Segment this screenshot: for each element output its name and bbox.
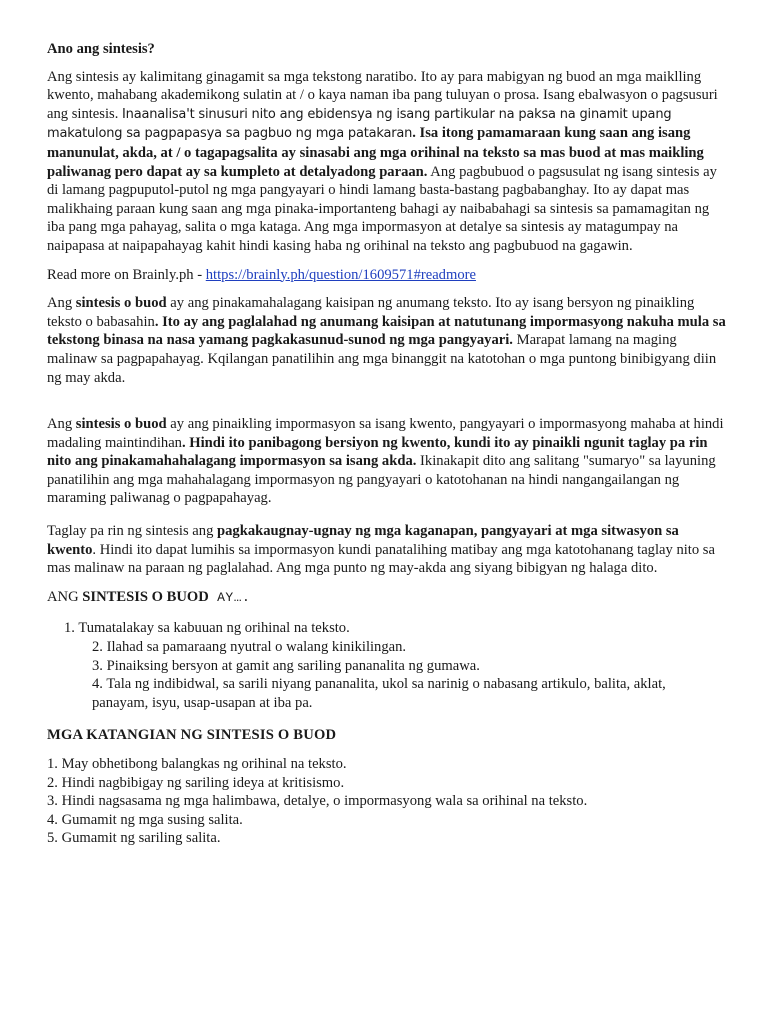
def-bold-d: . Ito ay ang paglalahad ng anumang kaisipan at natutunang impormasyong nakuha mula sa tekstong binasa na nasa yamang pagkakasunud-sunod ng mga pangyayari. [47,313,726,349]
intro-text-b: Inaanalisa't sinusuri nito ang ebidensya ng isang partikular na paksa na ginamit upang makatulong sa pagpapasya sa pagbuo ng mga patakaran [47,106,672,142]
read-more-line [47,266,727,285]
read-more-prefix: Read more on Brainly.ph - [47,266,206,283]
paragraph-summary [47,415,727,508]
coh-text-c: . Hindi ito dapat lumihis sa impormasyon kundi panatalihing matibay ang mga katotohanang taglay nito sa mas malinaw na paraan ng paglalahad. Ang mga punto ng may-akda ang siyang bibigyan ng halaga dito. [47,541,715,577]
intro-bold-c: . Isa itong pamamaraan kung saan ang isang manunulat, akda, at / o tagapagsalita ay sinasabi ang mga orihinal na teksto sa mas buod at mas maikling paliwanag pero dapat ay sa kumpleto at detalyadong paraan. [47,125,704,180]
paragraph-coherence [47,522,727,578]
sum-text-a: Ang [47,416,76,433]
list-item: 1. Tumatalakay sa kabuuan ng orihinal na teksto. [64,620,350,637]
document-page [47,40,727,848]
paragraph-definition [47,294,727,387]
list-item: 3. Pinaiksing bersyon at gamit ang sariling pananalita ng gumawa. [92,657,480,674]
list-item: 2. Hindi nagbibigay ng sariling ideya at kritisismo. [47,774,345,791]
list-item: 3. Hindi nagsasama ng mga halimbawa, detalye, o impormasyong wala sa orihinal na teksto. [47,793,588,810]
def-bold-b: sintesis o buod [75,295,167,312]
def-text-c: ay ang pinakamahalagang kaisipan ng anumang teksto. Ito ay isang bersyon ng pinaikling teksto o babasahin [47,295,695,330]
heading-sintesis-bold: SINTESIS O BUOD [82,588,209,605]
def-text-a: Ang [47,295,76,312]
list-item-continued: panayam, isyu, usap-usapan at iba pa. [92,694,313,711]
intro-text-d: Ang pagbubuod o pagsusulat ng isang sintesis ay di lamang pagpuputol-putol ng mga pangyayari o hindi lamang basta-bastang pagbabanghay. Ito ay dapat mas malikhaing paraan kung saan ang mga pinaka-importanteng bahagi ay naibabahagi sa sintesis sa pamamagitan ng iba pang mga pahayag, salita o mga kataga. Ang mga impormasyon at detalye sa sintesis ay matagumpay na naipapasa at naipapahayag kahit hindi kasing haba ng orihinal na teksto ang pagbubuod na gagawin. [47,163,717,254]
sum-text-e: Ikinakapit dito ang salitang "sumaryo" sa layuning panatilihin ang mga mahahalagang impormasyon ng pangyayari o katotohanan na hindi nangangailangan ng maraming paliwanag o pagpapahayag. [47,453,716,507]
list-item: 4. Tala ng indibidwal, sa sarili niyang pananalita, ukol sa narinig o nabasang artikulo, balita, aklat, [92,676,666,693]
section-heading-ay [47,588,727,608]
list-item: 5. Gumamit ng sariling salita. [47,830,221,847]
paragraph-intro [47,68,727,256]
list-item: 4. Gumamit ng mga susing salita. [47,811,243,828]
sum-text-c: ay ang pinaikling impormasyon sa isang kwento, pangyayari o impormasyong mahaba at hindi madaling maintindihan [47,416,724,451]
coh-text-a: Taglay pa rin ng sintesis ang [47,523,218,540]
sum-bold-d: . Hindi ito panibagong bersiyon ng kwento, kundi ito ay pinaikli ngunit taglay pa rin nito ang pinakamahahalagang impormasyon sa isang akda. [47,434,708,470]
heading-ay: AY…. [208,589,251,605]
numbered-list-ay [64,619,727,712]
sum-bold-b: sintesis o buod [75,416,167,433]
numbered-list-katangian [47,755,727,848]
section-heading-katangian: MGA KATANGIAN NG SINTESIS O BUOD [47,727,337,744]
document-title: Ano ang sintesis? [47,41,155,57]
def-text-e: Marapat lamang na maging malinaw sa pagpapahayag. Kqilangan panatilihin ang mga binanggit na katotohan o mga puntong binibigyang diin ng may akda. [47,332,717,386]
read-more-link[interactable]: https://brainly.ph/question/1609571#readmore [205,266,476,283]
intro-text-a: Ang sintesis ay kalimitang ginagamit sa mga tekstong naratibo. Ito ay para mabigyan ng buod an mga maiklling kwento, mahabang akademikong sulatin at / o kaya naman iba pang tuluyan o prosa. Isang ebalwasyon o pagsusuri ang sintesis. [47,68,718,122]
coh-bold-b: pagkakaugnay-ugnay ng mga kaganapan, pangyayari at mga sitwasyon sa kwento [47,523,679,558]
heading-ang: ANG [47,588,83,605]
list-item: 2. Ilahad sa pamaraang nyutral o walang kinikilingan. [92,639,407,656]
list-item: 1. May obhetibong balangkas ng orihinal na teksto. [47,756,347,772]
